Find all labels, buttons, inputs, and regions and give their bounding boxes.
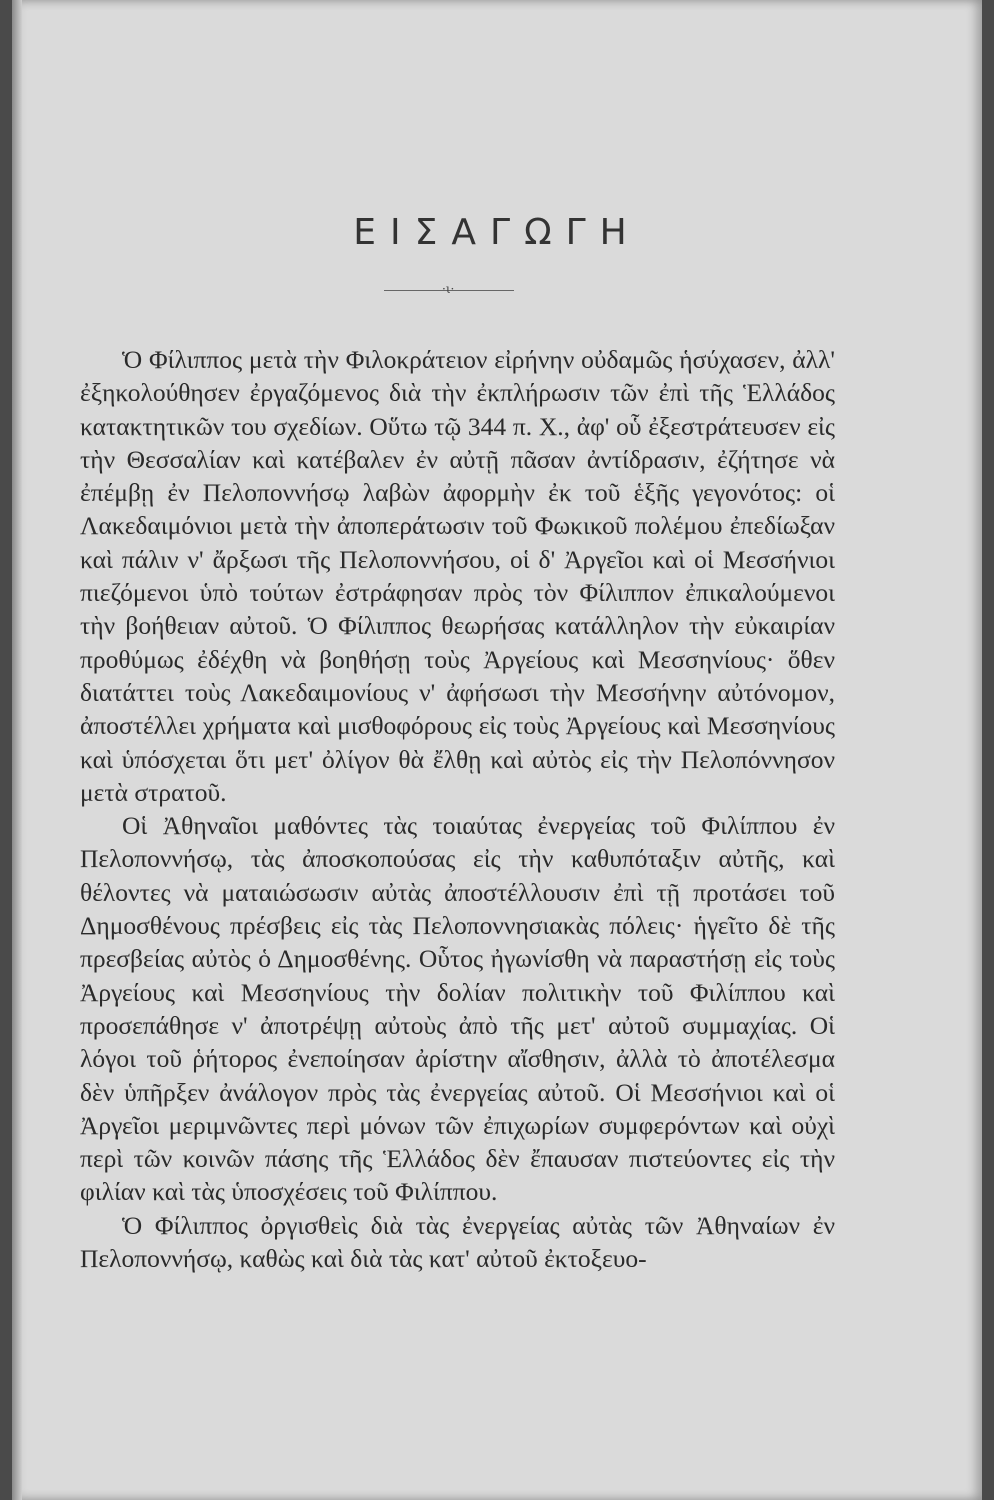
title-ornament <box>384 282 514 296</box>
book-page <box>12 0 982 1500</box>
paragraph-3: Ὁ Φίλιππος ὀργισθεὶς διὰ τὰς ἐνεργείας αὐτὰς τῶν Ἀθηναίων ἐν Πελοποννήσῳ, καθὼς καὶ διὰ τὰς κατ' αὐτοῦ ἐκτοξευο- <box>80 1210 835 1274</box>
body-text <box>80 343 835 1275</box>
page-title: ΕΙΣΑΓΩΓΗ <box>353 212 641 253</box>
paragraph-2: Οἱ Ἀθηναῖοι μαθόντες τὰς τοιαύτας ἐνεργείας τοῦ Φιλίππου ἐν Πελοποννήσῳ, τὰς ἀποσκοπούσας εἰς τὴν καθυπόταξιν αὐτῆς, καὶ θέλοντες νὰ ματαιώσωσιν αὐτὰς ἀποστέλλουσιν ἐπὶ τῇ προτάσει τοῦ Δημοσθένους πρέσβεις εἰς τὰς Πελοποννησιακὰς πόλεις· ἡγεῖτο δὲ τῆς πρεσβείας αὐτὸς ὁ Δημοσθένης. Οὗτος ἠγωνίσθη νὰ παραστήσῃ εἰς τοὺς Ἀργείους καὶ Μεσσηνίους τὴν δολίαν πολιτικὴν τοῦ Φιλίππου καὶ προσεπάθησε ν' ἀποτρέψῃ αὐτοὺς ἀπὸ τῆς μετ' αὐτοῦ συμμαχίας. Οἱ λόγοι τοῦ ῥήτορος ἐνεποίησαν ἀρίστην αἴσθησιν, ἀλλὰ τὸ ἀποτέλεσμα δὲν ὑπῆρξεν ἀνάλογον πρὸς τὰς ἐνεργείας αὐτοῦ. Οἱ Μεσσήνιοι καὶ οἱ Ἀργεῖοι μεριμνῶντες περὶ μόνων τῶν ἐπιχωρίων συμφερόντων καὶ οὐχὶ περὶ τῶν κοινῶν πάσης τῆς Ἑλλάδος δὲν ἔπαυσαν πιστεύοντες εἰς τὴν φιλίαν καὶ τὰς ὑποσχέσεις τοῦ Φιλίππου. <box>80 811 835 1207</box>
paragraph-1: Ὁ Φίλιππος μετὰ τὴν Φιλοκράτειον εἰρήνην οὐδαμῶς ἡσύχασεν, ἀλλ' ἐξηκολούθησεν ἐργαζόμενος διὰ τὴν ἐκπλήρωσιν τῶν ἐπὶ τῆς Ἑλλάδος κατακτητικῶν του σχεδίων. Οὕτω τῷ 344 π. Χ., ἀφ' οὗ ἐξεστράτευσεν εἰς τὴν Θεσσαλίαν καὶ κατέβαλεν ἐν αὐτῇ πᾶσαν ἀντίδρασιν, ἐζήτησε νὰ ἐπέμβῃ ἐν Πελοποννήσῳ λαβὼν ἀφορμὴν ἐκ τοῦ ἑξῆς γεγονότος: οἱ Λακεδαιμόνιοι μετὰ τὴν ἀποπεράτωσιν τοῦ Φωκικοῦ πολέμου ἐπεδίωξαν καὶ πάλιν ν' ἄρξωσι τῆς Πελοποννήσου, οἱ δ' Ἀργεῖοι καὶ οἱ Μεσσήνιοι πιεζόμενοι ὑπὸ τούτων ἐστράφησαν πρὸς τὸν Φίλιππον ἐπικαλούμενοι τὴν βοήθειαν αὐτοῦ. Ὁ Φίλιππος θεωρήσας κατάλληλον τὴν εὐκαιρίαν προθύμως ἐδέχθη νὰ βοηθήσῃ τοὺς Ἀργείους καὶ Μεσσηνίους· ὅθεν διατάττει τοὺς Λακεδαιμονίους ν' ἀφήσωσι τὴν Μεσσήνην αὐτόνομον, ἀποστέλλει χρήματα καὶ μισθοφόρους εἰς τοὺς Ἀργείους καὶ Μεσσηνίους καὶ ὑπόσχεται ὅτι μετ' ὀλίγον θὰ ἔλθῃ καὶ αὐτὸς εἰς τὴν Πελοπόννησον μετὰ στρατοῦ. <box>80 345 835 807</box>
ornament-glyph: ·ι· <box>442 282 455 296</box>
